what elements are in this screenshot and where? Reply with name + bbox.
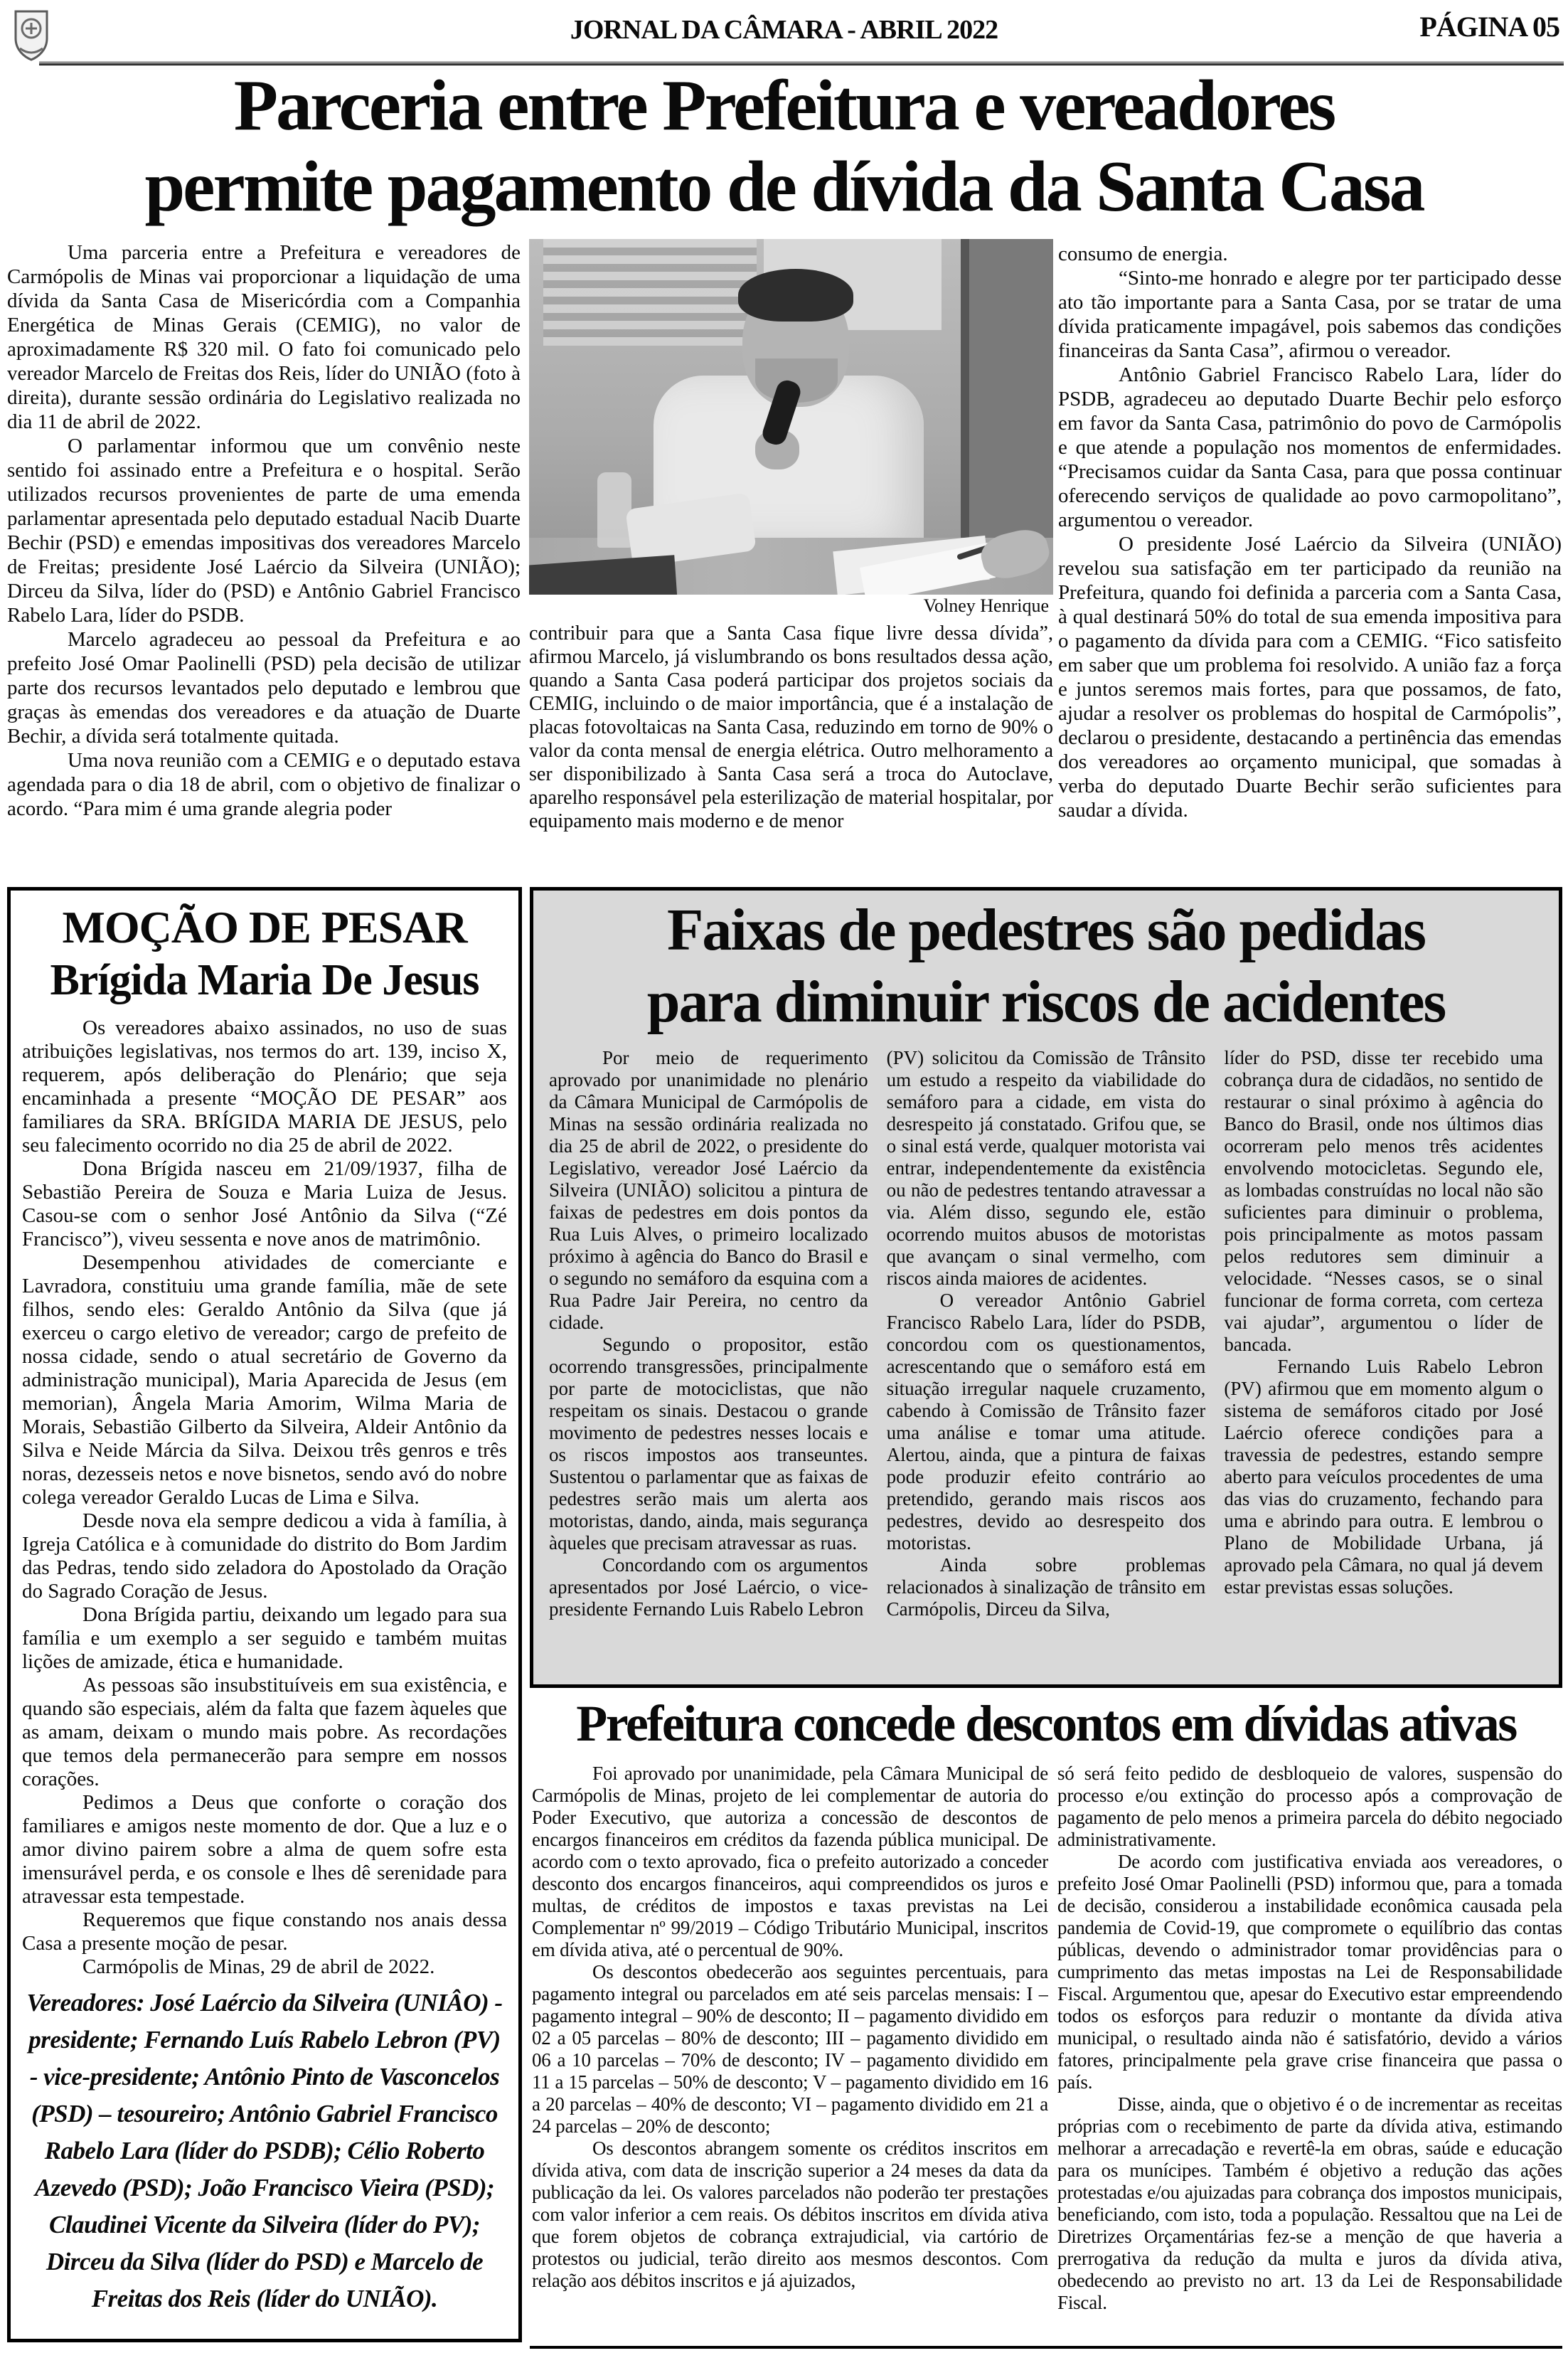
paragraph: consumo de energia. [1058,243,1228,265]
parceria-column-2 [529,239,1053,882]
paragraph: O parlamentar informou que um convênio neste sentido foi assinado entre a Prefeitura e o hospital. Serão utilizados recursos provenientes de parte de uma emenda parlamentar apresentada pelo deputado estadual Nacib Duarte Bechir (PSD) e emendas impositivas dos vereadores Marcelo de Freitas; presidente José Laércio da Silveira (UNIÃO); Dirceu da Silva, líder do (PSD) e Antônio Gabriel Francisco Rabelo Lara, líder do PSDB. [7,435,521,627]
paragraph: Requeremos que fique constando nos anais dessa Casa a presente moção de pesar. [22,1908,507,1955]
mocao-signatories: Vereadores: José Laércio da Silveira (UNIÂO) - presidente; Fernando Luís Rabelo Lebron (PV) - vice-presidente; Antônio Pinto de Vasconcelos (PSD) – tesoureiro; Antônio Gabriel Francisco Rabelo Lara (líder do PSDB); Célio Roberto Azevedo (PSD); João Francisco Vieira (PSD); Claudinei Vicente da Silveira (líder do PV); Dirceu da Silva (líder do PSD) e Marcelo de Freitas dos Reis (líder do UNIÃO). [26,1988,503,2312]
bottom-divider [530,2346,1562,2349]
mocao-de-pesar-box [7,887,522,2342]
paragraph: (PV) solicitou da Comissão de Trânsito um estudo a respeito da viabilidade do semáforo para a cidade, em vista do desrespeito já constatado. Grifou que, se o sinal está verde, qualquer motorista vai entrar, independentemente da existência ou não de pedestres tentando atravessar a via. Além disso, segundo ele, estão ocorrendo muitos abusos de motoristas que avançam o sinal vermelho, com riscos ainda maiores de acidentes. [886,1046,1206,1289]
photo-bottle [597,472,631,548]
photo-window-blinds [543,239,757,346]
paragraph: Segundo o propositor, estão ocorrendo transgressões, principalmente por parte de motociclistas, que não respeitam os sinais. Destacou o grande movimento de pedestres nesses locais e os riscos impostos aos transeuntes. Sustentou o parlamentar que as faixas de pedestres serão mais um alerta aos motoristas, dando, ainda, mais segurança àqueles que precisam atravessar as ruas. [549,1333,868,1553]
headline-faixas-line1: Faixas de pedestres são pedidas [667,897,1425,963]
paragraph: Marcelo agradeceu ao pessoal da Prefeitura e ao prefeito José Omar Paolinelli (PSD) pela decisão de utilizar parte dos recursos levantados pelo deputado e lembrou que graças às emendas dos vereadores e da atuação de Duarte Bechir, a dívida será totalmente quitada. [7,628,521,748]
paragraph: Por meio de requerimento aprovado por unanimidade no plenário da Câmara Municipal de Carmópolis de Minas na sessão ordinária realizada no dia 25 de abril de 2022, o presidente do Legislativo, vereador José Laércio da Silveira (UNIÃO) solicitou a pintura de faixas de pedestres em dois pontos da Rua Luis Alves, o primeiro localizado próximo à agência do Banco do Brasil e o segundo no semáforo da esquina com a Rua Padre Jair Pereira, no centro da cidade. [549,1046,868,1333]
paragraph: Os descontos obedecerão aos seguintes percentuais, para pagamento integral ou parcelados em até seis parcelas mensais: I – pagamento integral – 90% de desconto; II – pagamento dividido em 02 a 05 parcelas – 80% de desconto; III – pagamento dividido em 06 a 10 parcelas – 70% de desconto; IV – pagamento dividido em 11 a 15 parcelas – 50% de desconto; V – pagamento dividido em 16 a 20 parcelas – 40% de desconto; VI – pagamento dividido em 21 a 24 parcelas – 20% de desconto; [532,1961,1048,2137]
paragraph: Carmópolis de Minas, 29 de abril de 2022. [82,1955,435,1978]
photo-door-frame [969,239,1053,545]
paragraph: Ainda sobre problemas relacionados à sinalização de trânsito em Carmópolis, Dirceu da Silva, [886,1553,1206,1620]
masthead-title: JORNAL DA CÂMARA - ABRIL 2022 [570,15,998,45]
mocao-subtitle: Brígida Maria De Jesus [50,955,479,1004]
paragraph: Uma nova reunião com a CEMIG e o deputado estava agendada para o dia 18 de abril, com o objetivo de finalizar o acordo. “Para mim é uma grande alegria poder [7,749,521,820]
mocao-body [22,1016,507,1979]
paragraph: De acordo com justificativa enviada aos vereadores, o prefeito José Omar Paolinelli (PSD) informou que, para a tomada de decisão, considerou a instabilidade econômica causada pela pandemia de Covid-19, que compromete o equilíbrio das contas públicas, devendo o administrador tomar providências para o cumprimento das metas impostas na Lei de Responsabilidade Fiscal. Argumentou que, apesar do Executivo estar empreendendo todos os esforços para reduzir o montante da dívida ativa municipal, o resultado ainda não é satisfatório, devido a vários fatores, principalmente pela grave crise financeira que passa o país. [1057,1851,1562,2093]
headline-parceria-line2: permite pagamento de dívida da Santa Casa [144,147,1424,228]
parceria-column-1 [7,240,521,882]
paragraph: Desde nova ela sempre dedicou a vida à família, à Igreja Católica e à comunidade do distrito do Bom Jardim das Pedras, tendo sido zeladora do Apostolado da Oração do Sagrado Coração de Jesus. [22,1509,507,1603]
parceria-column-3 [1058,242,1562,882]
photo-credit: Volney Henrique [923,595,1049,616]
paragraph: Antônio Gabriel Francisco Rabelo Lara, líder do PSDB, agradeceu ao deputado Duarte Bechir pelo esforço em favor da Santa Casa, patrimônio do povo de Carmópolis e que atende a população nos momentos de enfermidades. “Precisamos cuidar da Santa Casa, para que possa continuar oferecendo serviços de qualidade ao povo carmopolitano”, argumentou o vereador. [1058,363,1562,531]
paragraph: O presidente José Laércio da Silveira (UNIÃO) revelou sua satisfação em ter participado da reunião na Prefeitura, quando foi definida a parceria com a Santa Casa, à qual destinará 50% do total de sua emenda impositiva para o pagamento da dívida para com a CEMIG. “Fico satisfeito em saber que um problema foi resolvido. A união faz a força e juntos seremos mais fortes, para que possamos, de fato, ajudar a resolver os problemas do hospital de Carmópolis”, declarou o presidente, destacando a pertinência das emendas dos vereadores ao orçamento municipal, que somadas à verba do deputado Duarte Bechir serão suficientes para saudar a dívida. [1058,533,1562,822]
descontos-column-2 [1057,1763,1562,2343]
paragraph: Os descontos abrangem somente os créditos inscritos em dívida ativa, com data de inscrição superior a 24 meses da data da publicação da lei. Os valores parcelados não poderão ter prestações com valor inferior a cem reais. Os débitos inscritos em dívida ativa que forem objetos de cobrança extrajudicial, via cartório de protestos ou judicial, terão direito aos mesmos descontos. Com relação aos débitos inscritos e já ajuizados, [532,2137,1048,2291]
session-photo [529,239,1053,595]
paragraph: Dona Brígida partiu, deixando um legado para sua família e um exemplo a ser seguido e também muitas lições de amizade, ética e humanidade. [22,1603,507,1673]
paragraph: Dona Brígida nasceu em 21/09/1937, filha de Sebastião Pereira de Souza e Maria Luiza de Jesus. Casou-se com o senhor José Antônio da Silva (“Zé Francisco”), viveu sessenta e nove anos de matrimônio. [22,1157,507,1250]
headline-faixas-line2: para diminuir riscos de acidentes [646,968,1446,1035]
paragraph: “Sinto-me honrado e alegre por ter participado desse ato tão importante para a Santa Casa, por se tratar de uma dívida praticamente impagável, pois sabemos das condições financeiras da Santa Casa”, afirmou o vereador. [1058,267,1562,362]
paragraph: Fernando Luis Rabelo Lebron (PV) afirmou que em momento algum o sistema de semáforos citado por José Laércio oferece condições para a travessia de pedestres, estando sempre aberto para veículos procedentes de uma das vias do cruzamento, fechando para uma e abrindo para outra. E lembrou o Plano de Mobilidade Urbana, já aprovado pela Câmara, no qual já devem estar previstas essas soluções. [1224,1355,1544,1598]
faixas-column-2 [887,1047,1206,1673]
paragraph: Uma parceria entre a Prefeitura e vereadores de Carmópolis de Minas vai proporcionar a liquidação de uma dívida da Santa Casa de Misericórdia com a Companhia Energética de Minas Gerais (CEMIG), no valor de aproximadamente R$ 320 mil. O fato foi comunicado pelo vereador Marcelo de Freitas dos Reis, líder do UNIÃO (foto à direita), durante sessão ordinária do Legislativo realizada no dia 11 de abril de 2022. [7,241,521,433]
headline-faixas [533,891,1559,1039]
faixas-columns [533,1039,1559,1673]
paragraph: contribuir para que a Santa Casa fique livre dessa dívida”, afirmou Marcelo, já vislumbrando os bons resultados dessa ação, quando a Santa Casa poderá participar dos projetos sociais da CEMIG, incluindo o de maior importância, que é a instalação de placas fotovoltaicas na Santa Casa, reduzindo em torno de 90% o valor da conta mensal de energia elétrica. Outro melhoramento a ser disponibilizado à Santa Casa será a troca do Autoclave, aparelho responsável pela esterilização de material hospitalar, por equipamento mais moderno e de menor [529,622,1053,832]
faixas-column-1 [549,1047,868,1673]
paragraph: Disse, ainda, que o objetivo é o de incrementar as receitas próprias com o recebimento de parte da dívida ativa, estimando melhorar a arrecadação e revertê-la em obras, saúde e educação para os munícipes. Também é objetivo a redução das ações protestadas e/ou ajuizadas para cobrança dos impostos municipais, beneficiando, com isto, toda a população. Ressaltou que na Lei de Diretrizes Orçamentárias fez-se a menção de que haveria a prerrogativa da redução da multa e juros da dívida ativa, obedecendo ao previsto no art. 13 da Lei de Responsabilidade Fiscal. [1057,2093,1562,2313]
paragraph: Pedimos a Deus que conforte o coração dos familiares e amigos neste momento de dor. Que a luz e o amor divino pairem sobre a alma de quem sofre esta imensurável perda, e os console e lhes dê serenidade para atravessar esta tempestade. [22,1790,507,1908]
paragraph: O vereador Antônio Gabriel Francisco Rabelo Lara, líder do PSDB, concordou com os questionamentos, acrescentando que o semáforo está em situação irregular naquele cruzamento, cabendo à Comissão de Trânsito fazer uma análise e tomar uma atitude. Alertou, ainda, que a pintura de faixas pode produzir efeito contrário ao pretendido, gerando mais riscos aos pedestres, devido ao desrespeito dos motoristas. [886,1289,1206,1553]
paragraph: Os vereadores abaixo assinados, no uso de suas atribuições legislativas, nos termos do art. 139, inciso X, requerem, após deliberação do Plenário; que seja encaminhada a presente “MOÇÃO DE PESAR” aos familiares da SRA. BRÍGIDA MARIA DE JESUS, pelo seu falecimento ocorrido no dia 25 de abril de 2022. [22,1016,507,1157]
paragraph: As pessoas são insubstituíveis em sua existência, e quando são especiais, além da falta que fazem àqueles que as amam, deixam o mundo mais pobre. As recordações que temos dela permanecerão para sempre em nossos corações. [22,1673,507,1790]
paragraph: só será feito pedido de desbloqueio de valores, suspensão do processo e/ou extinção do processo após a comprovação de pagamento de pelo menos a primeira parcela do débito negociado administrativamente. [1057,1763,1562,1850]
paragraph: líder do PSD, disse ter recebido uma cobrança dura de cidadãos, no sentido de restaurar o sinal próximo à agência do Banco do Brasil, onde nos últimos dias ocorreram pelo menos três acidentes envolvendo motocicletas. Segundo ele, as lombadas construídas no local não são suficientes para diminuir o problema, pois principalmente as motos passam pelos redutores sem diminuir a velocidade. “Nesses casos, se o sinal funcionar de forma correta, com certeza vai ajudar”, argumentou o líder de bancada. [1224,1046,1544,1355]
headline-parceria [0,65,1568,228]
headline-descontos: Prefeitura concede descontos em dívidas ativas [576,1695,1516,1752]
mocao-title: MOÇÃO DE PESAR [62,902,467,952]
faixas-column-3 [1224,1047,1543,1673]
page-number: PÁGINA 05 [1419,11,1559,43]
paragraph: Foi aprovado por unanimidade, pela Câmara Municipal de Carmópolis de Minas, projeto de lei complementar de autoria do Poder Executivo, que autoriza a concessão de descontos de encargos financeiros em créditos da fazenda pública municipal. De acordo com o texto aprovado, fica o prefeito autorizado a conceder desconto dos encargos financeiros, aqui compreendidos os juros e multas, de créditos de impostos e taxas previstas na Lei Complementar nº 99/2019 – Código Tributário Municipal, inscritos em dívida ativa, até o percentual de 90%. [532,1763,1048,1960]
photo-speaker-hair [738,269,853,322]
paragraph: Concordando com os argumentos apresentados por José Laércio, o vice-presidente Fernando Luis Rabelo Lebron [549,1553,868,1620]
faixas-article-box [530,887,1562,1688]
descontos-column-1 [532,1763,1048,2343]
parceria-column-2-text [529,622,1053,833]
paragraph: Desempenhou atividades de comerciante e Lavradora, constituiu uma grande família, mãe de sete filhos, sendo eles: Geraldo Antônio da Silva (que já exerceu o cargo eletivo de vereador; cargo de prefeito de nossa cidade, sendo o atual secretário de Governo da administração municipal), Maria Aparecida de Jesus (em memorian), Ângela Maria Amorim, Wilma Maria de Morais, Sebastião Gilberto da Silveira, Aldeir Antônio da Silva e Neide Márcia da Silva. Deixou três genros e três noras, dezesseis netos e nove bisnetos, sendo avó do nobre colega vereador Geraldo Lucas de Lima e Silva. [22,1250,507,1509]
headline-parceria-line1: Parceria entre Prefeitura e vereadores [233,65,1335,146]
